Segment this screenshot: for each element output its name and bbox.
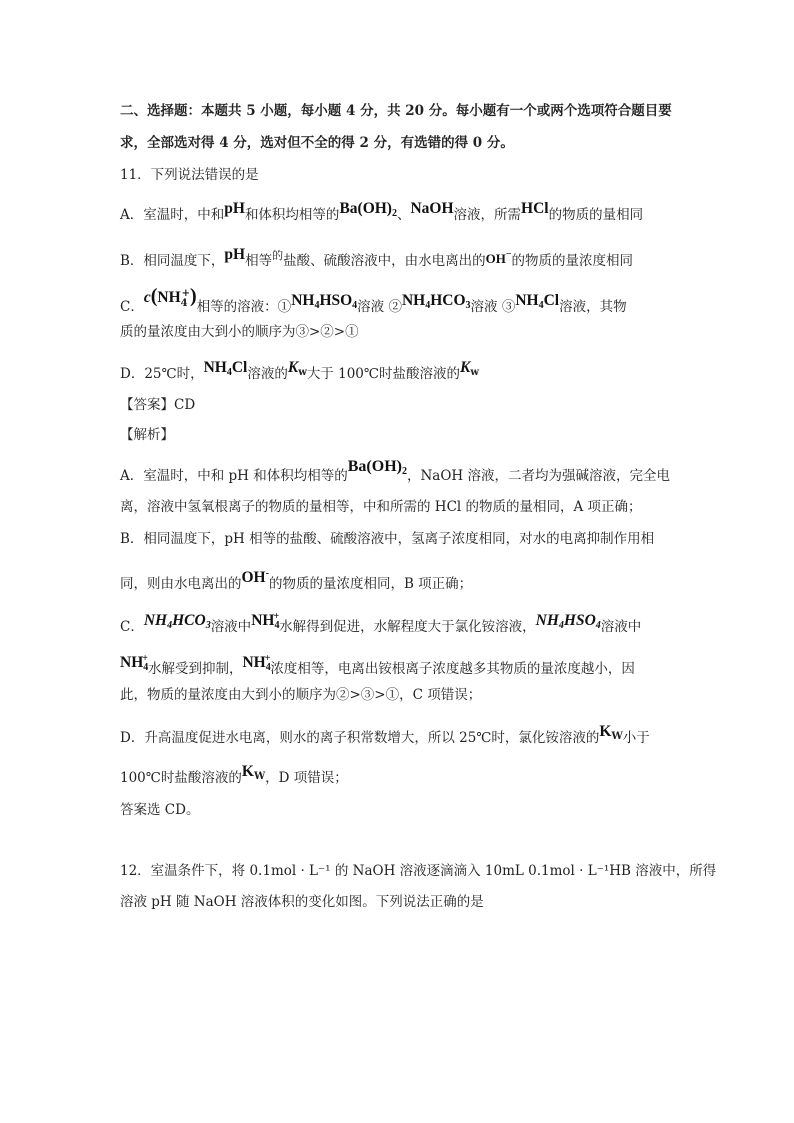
- formula-oh-ion: [242, 569, 269, 586]
- formula-superscript: −: [505, 249, 512, 260]
- option-a-text-1: A．室温时，中和: [120, 207, 225, 223]
- question-11-stem: 11．下列说法错误的是: [120, 167, 259, 183]
- formula-subscript: 2: [391, 208, 397, 219]
- option-d-text-2: 溶液的: [247, 366, 288, 382]
- option-d: [120, 359, 479, 389]
- option-a-text-3: 、: [396, 207, 411, 223]
- formula-part: NH: [401, 292, 426, 309]
- explanation-d-line-1: [120, 723, 650, 753]
- formula-subscript: 4: [274, 620, 280, 631]
- option-c-label: C．: [120, 299, 144, 315]
- option-c-text-2: 相等的溶液：①: [196, 299, 292, 315]
- formula-nh4-ion: [242, 654, 270, 671]
- explanation-d-text-3: 100℃时盐酸溶液的: [120, 770, 242, 786]
- formula-part: NH: [535, 612, 559, 629]
- question-12-line-1: 12．室温条件下，将 0.1mol · L⁻¹ 的 NaOH 溶液逐滴滴入 10mL 0.1mol · L⁻¹HB 溶液中，所得: [120, 863, 717, 879]
- option-d-text-1: D．25℃时，: [120, 366, 204, 382]
- explanation-c-text-3: 水解得到促进，水解程度大于氯化铵溶液，: [279, 619, 536, 635]
- formula-k: K: [459, 359, 471, 376]
- option-a-text-2: 和体积均相等的: [244, 207, 340, 223]
- formula-part: NH: [120, 654, 144, 671]
- option-c-line-2: 质的量浓度由大到小的顺序为③>②>①: [120, 324, 359, 340]
- formula-kw: [242, 764, 265, 780]
- formula-part: HCO: [430, 292, 466, 309]
- formula-part: NH: [251, 612, 275, 629]
- formula-oh-ion: [486, 251, 512, 266]
- option-b-text-2: 相等: [245, 253, 273, 269]
- formula-c-nh4: $c(NH_4^+)$: [143, 285, 197, 309]
- explanation-a-line-2: 离，溶液中氢氧根离子的物质的量相等，中和所需的 HCl 的物质的量相同，A 项正确；: [120, 499, 642, 515]
- formula-part: NH: [203, 359, 227, 376]
- explanation-c-text-6: 浓度相等，电离出铵根离子浓度越多其物质的量浓度越小，因: [270, 661, 635, 677]
- explanation-c-text-5: 水解受到抑制，: [147, 661, 243, 677]
- formula-superscript: +: [181, 288, 191, 299]
- formula-nh4cl: [204, 359, 248, 376]
- formula-subscript: 4: [226, 367, 232, 378]
- formula-kw: [288, 360, 307, 376]
- option-b-text-1: B．相同温度下，: [120, 253, 225, 269]
- option-a-text-5: 的物质的量相同: [548, 207, 644, 223]
- formula-subscript: 4: [352, 300, 358, 311]
- formula-subscript: 4: [167, 620, 173, 631]
- formula-part: NH: [291, 292, 315, 309]
- explanation-c-label: C．: [120, 619, 144, 635]
- formula-naoh: NaOH: [410, 200, 454, 217]
- formula-superscript: +: [264, 653, 271, 664]
- explanation-c-text-4: 溶液中: [600, 619, 642, 635]
- formula-kw: [599, 724, 622, 740]
- option-b: [120, 247, 633, 272]
- explanation-d-text-2: 小于: [622, 730, 650, 746]
- formula-subscript: 4: [265, 662, 271, 673]
- formula-kw: [460, 360, 479, 376]
- formula-subscript: 4: [425, 300, 431, 311]
- formula-nh4hso4: [536, 612, 601, 629]
- formula-nh: NH: [157, 289, 181, 306]
- formula-subscript: 4: [595, 620, 601, 631]
- option-c-text-3: 溶液 ②: [357, 299, 402, 315]
- formula-subscript: W: [611, 731, 623, 742]
- option-c-text-5: 溶液，其物: [559, 299, 627, 315]
- option-d-text-3: 大于 100℃时盐酸溶液的: [306, 366, 460, 382]
- explanation-b-line-1: B．相同温度下，pH 相等的盐酸、硫酸溶液中，氢离子浓度相同，对水的电离抑制作用相: [120, 531, 655, 547]
- formula-subscript: w: [470, 367, 479, 378]
- final-answer: 答案选 CD。: [120, 802, 200, 818]
- formula-part: HCO: [172, 612, 206, 629]
- answer-label: 【答案】CD: [120, 397, 196, 413]
- formula-nh4hso4: [291, 292, 357, 309]
- section-heading-line-2: 求，全部选对得 4 分，选对但不全的得 2 分，有选错的得 0 分。: [120, 135, 514, 151]
- option-b-text-4: 的物质的量浓度相同: [511, 253, 634, 269]
- option-b-small-char: 的: [272, 249, 284, 262]
- formula-oh-base: OH: [485, 251, 506, 266]
- formula-part: NH: [242, 654, 266, 671]
- formula-part: HSO: [563, 612, 596, 629]
- formula-nh4-ion: [251, 612, 279, 629]
- formula-part: NH: [515, 292, 539, 309]
- formula-nh4hco3: [144, 612, 211, 629]
- formula-ba-oh-2: [339, 200, 397, 217]
- formula-oh-base: OH: [241, 569, 266, 586]
- explanation-b-line-2: [120, 570, 472, 594]
- formula-part: NH: [143, 612, 168, 629]
- option-a-text-4: 溶液，所需: [453, 207, 522, 223]
- formula-superscript: +: [273, 611, 280, 622]
- formula-hcl: HCl: [521, 200, 549, 217]
- formula-subscript: 2: [401, 466, 407, 477]
- option-b-text-3: 盐酸、硫酸溶液中，由水电离出的: [283, 253, 486, 269]
- explanation-c-line-1: [120, 613, 641, 642]
- formula-ph: pH: [224, 200, 245, 217]
- section-heading-line-1: 二、选择题：本题共 5 小题，每小题 4 分，共 20 分。每小题有一个或两个选项符合题目要: [120, 103, 672, 119]
- formula-subscript: 4: [180, 298, 188, 309]
- option-c: [120, 285, 627, 323]
- explanation-d-text-4: ，D 项错误；: [265, 770, 348, 786]
- formula-k: K: [599, 723, 612, 740]
- formula-part: HSO: [319, 292, 353, 309]
- formula-subscript: 4: [314, 300, 320, 311]
- explanation-c-line-2: [120, 655, 635, 684]
- formula-ba-oh-base: Ba(OH): [347, 458, 402, 475]
- formula-k: K: [287, 359, 299, 376]
- explanation-c-line-3: 此，物质的量浓度由大到小的顺序为②>③>①，C 项错误；: [120, 687, 482, 703]
- formula-subscript: 3: [205, 620, 211, 631]
- formula-nh4hco3: [402, 292, 471, 309]
- option-a: [120, 200, 644, 230]
- formula-subscript: 4: [558, 620, 564, 631]
- formula-part: Cl: [543, 292, 560, 309]
- formula-ba-oh-2: [348, 458, 407, 475]
- explanation-c-text-2: 溶液中: [210, 619, 252, 635]
- formula-superscript: +: [142, 653, 148, 664]
- formula-subscript: 3: [465, 300, 471, 311]
- explanation-d-line-2: [120, 763, 348, 793]
- explanation-b-text-2: 的物质的量浓度相同，B 项正确；: [268, 576, 473, 592]
- formula-subscript: 4: [538, 300, 544, 311]
- explanation-d-text-1: D．升高温度促进水电离，则水的离子积常数增大，所以 25℃时，氯化铵溶液的: [120, 730, 600, 746]
- formula-superscript: -: [265, 568, 269, 579]
- formula-nh4cl: [515, 292, 559, 309]
- formula-ph: pH: [224, 246, 246, 263]
- formula-part: Cl: [231, 359, 248, 376]
- question-12-line-2: 溶液 pH 随 NaOH 溶液体积的变化如图。下列说法正确的是: [120, 894, 484, 910]
- explanation-a-text-2: ，NaOH 溶液，二者均为强碱溶液，完全电: [406, 468, 670, 484]
- formula-subscript: w: [298, 367, 307, 378]
- explanation-b-text-1: 同，则由水电离出的: [120, 576, 242, 592]
- formula-ba-oh-base: Ba(OH): [339, 200, 392, 217]
- analysis-label: 【解析】: [120, 427, 174, 443]
- formula-k: K: [241, 763, 254, 780]
- explanation-a-text-1: A．室温时，中和 pH 和体积均相等的: [120, 468, 348, 484]
- explanation-a-line-1: [120, 458, 670, 491]
- formula-nh4-ion: [120, 654, 148, 671]
- formula-subscript: 4: [143, 662, 149, 673]
- formula-c: c: [143, 289, 151, 306]
- formula-subscript: W: [253, 771, 266, 782]
- option-c-text-4: 溶液 ③: [470, 299, 516, 315]
